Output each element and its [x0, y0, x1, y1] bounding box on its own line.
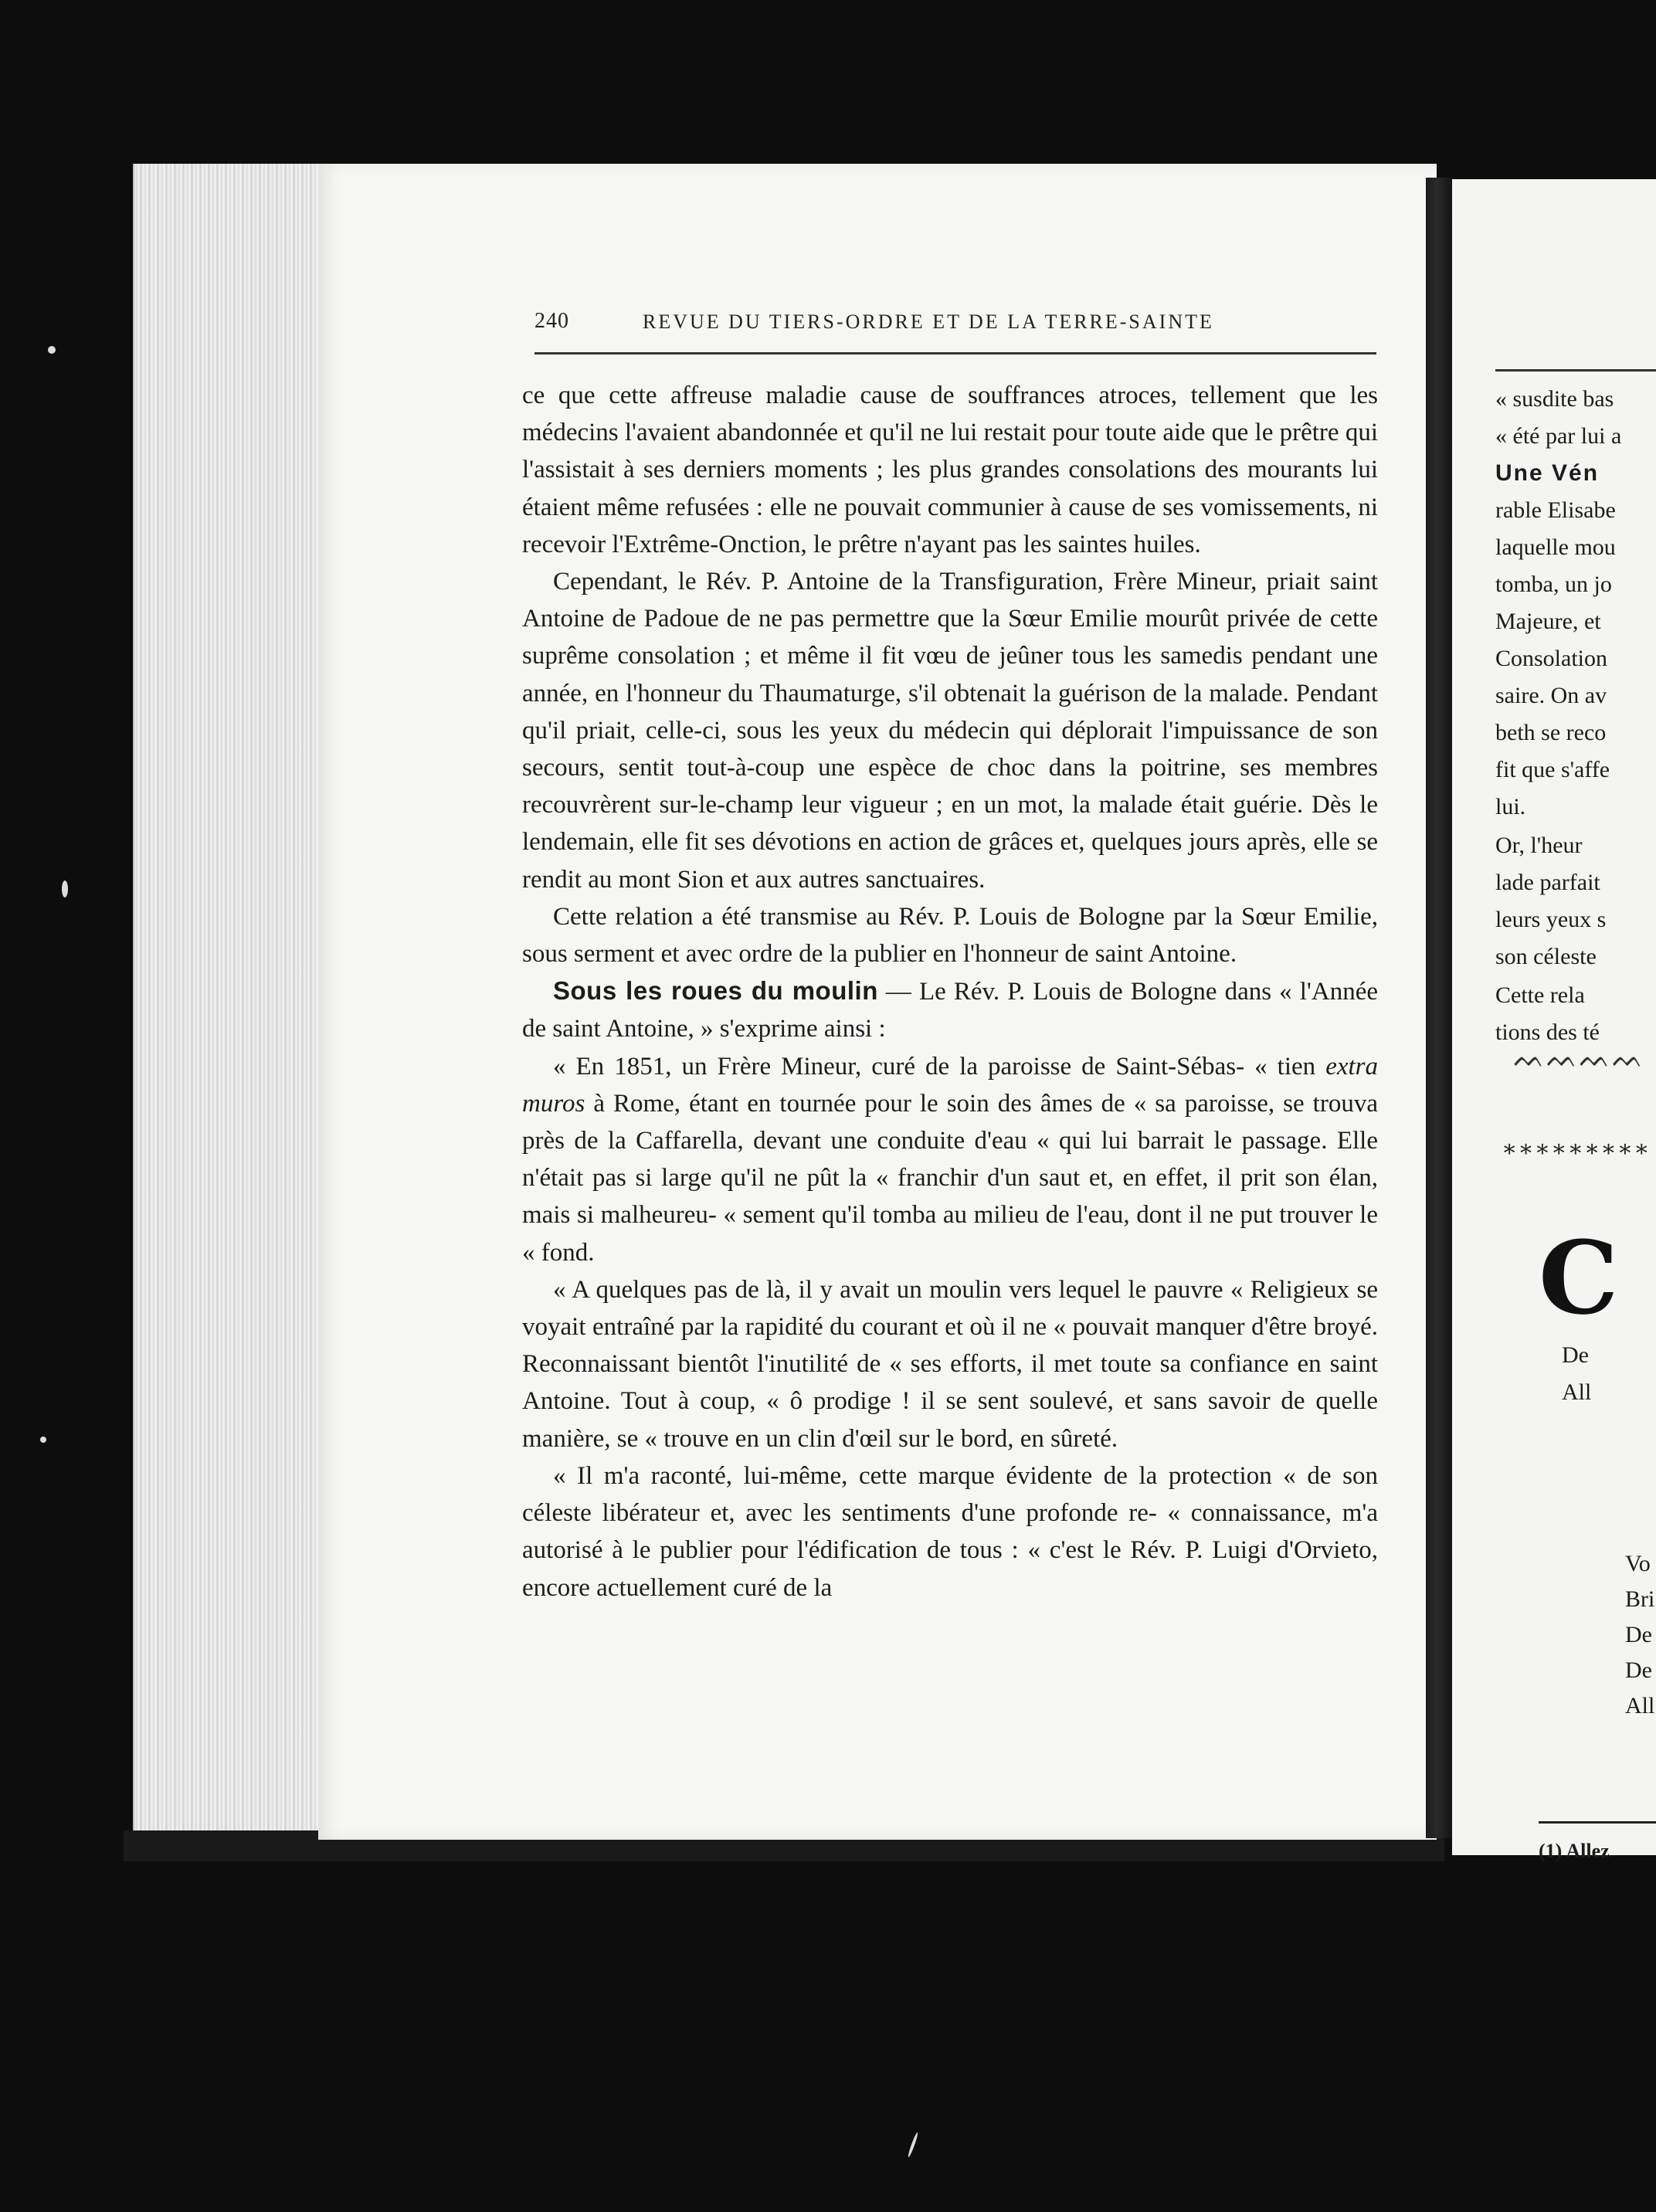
right-line: rable Elisabe: [1495, 497, 1616, 523]
page-stack-edge: [133, 164, 321, 1840]
running-title: REVUE DU TIERS-ORDRE ET DE LA TERRE-SAINTE: [643, 310, 1214, 333]
section-heading: Sous les roues du moulin: [553, 976, 878, 1006]
right-line: Or, l'heur: [1495, 833, 1583, 858]
header-rule: [534, 352, 1376, 355]
right-line: Cette rela: [1495, 982, 1585, 1008]
right-line: leurs yeux s: [1495, 907, 1607, 932]
footnote-rule: [1539, 1821, 1656, 1824]
paragraph-2: Cependant, le Rév. P. Antoine de la Transfiguration, Frère Mineur, priait saint Antoine de Padoue de ne pas permettre que la Sœur Emilie mourût privée de cette suprême consolation ; et même il fit vœu de jeûner tous les samedis pendant une année, en l'honneur du Thaumaturge, s'il obtenait la guérison de la malade. Pendant qu'il priait, celle-ci, sous les yeux du médecin qui déplorait l'impuissance de son secours, sentit tout-à-coup une espèce de choc dans la poitrine, ses membres recouvrèrent sur-le-champ leur vigueur ; en un mot, la malade était guérie. Dès le lendemain, elle fit ses dévotions en action de grâces et, quelques jours après, elle se rendit au mont Sion et aux autres sanctuaires.: [522, 568, 1378, 894]
right-line: « été par lui a: [1495, 423, 1622, 449]
dust-speck: [907, 2132, 918, 2157]
right-line: Consolation: [1495, 646, 1608, 671]
right-line: fit que s'affe: [1495, 757, 1610, 782]
right-line: Vo: [1625, 1551, 1651, 1576]
right-line: Majeure, et: [1495, 609, 1601, 634]
decorative-initial: C: [1539, 1219, 1619, 1337]
right-header-rule: [1495, 369, 1656, 371]
paragraph-5: [522, 1048, 1378, 1271]
footnote: (1) Allez: [1539, 1840, 1610, 1862]
paragraph-5-text-a: « En 1851, un Frère Mineur, curé de la paroisse de Saint-Sébas- « tien: [553, 1052, 1326, 1081]
left-page-text: [522, 377, 1378, 1606]
right-line: De: [1625, 1657, 1652, 1683]
right-line: lui.: [1495, 794, 1526, 819]
star-divider: ∗∗∗∗∗∗∗∗∗: [1502, 1136, 1651, 1162]
dust-speck: [40, 1437, 46, 1443]
right-line: All: [1562, 1379, 1592, 1405]
paragraph-4: [522, 972, 1378, 1047]
right-line: Bri: [1625, 1586, 1655, 1612]
right-line: laquelle mou: [1495, 534, 1616, 560]
right-line: All: [1625, 1693, 1655, 1718]
right-line: tomba, un jo: [1495, 572, 1612, 597]
page-number: 240: [534, 309, 569, 333]
running-header: [534, 309, 1307, 340]
book-gutter: [1426, 178, 1454, 1838]
dust-speck: [48, 346, 56, 354]
right-line: beth se reco: [1495, 720, 1607, 745]
right-line: De: [1625, 1622, 1652, 1647]
right-line: De: [1562, 1342, 1589, 1368]
paragraph-3: Cette relation a été transmise au Rév. P. Louis de Bologne par la Sœur Emilie, sous serment et avec ordre de la publier en l'honneur de saint Antoine.: [522, 902, 1378, 969]
paragraph-1: ce que cette affreuse maladie cause de souffrances atroces, tellement que les médecins l'avaient abandonnée et qu'il ne lui restait pour toute aide que le prêtre qui l'assistait à ses derniers moments ; les plus grandes consolations des mourants lui étaient même refusées : elle ne pouvait communier à cause de ses vomissements, ni recevoir l'Extrême-Onction, le prêtre n'ayant pas les saintes huiles.: [522, 382, 1378, 558]
right-line: lade parfait: [1495, 870, 1600, 895]
italic-phrase: extra muros: [522, 1052, 1378, 1118]
right-line: « susdite bas: [1495, 386, 1614, 412]
paragraph-5-text-b: à Rome, étant en tournée pour le soin des âmes de « sa paroisse, se trouva près de la Caffarella, devant une conduite d'eau « qui lui barrait le passage. Elle n'était pas si large qu'il ne pût la « franchir d'un saut et, en effet, il prit son élan, mais si malheureu- « sement qu'il tomba au milieu de l'eau, dont il ne put trouver le « fond.: [522, 1089, 1378, 1267]
right-heading: [1495, 460, 1656, 487]
paragraph-4-text: — Le Rév. P. Louis de Bologne dans « l'Année de saint Antoine, » s'exprime ainsi :: [522, 978, 1378, 1043]
dust-speck: [62, 880, 68, 897]
right-line: tions des té: [1495, 1019, 1600, 1045]
right-line: saire. On av: [1495, 683, 1607, 708]
ornament-band: ᨓᨓᨓᨓ: [1514, 1044, 1646, 1073]
right-line: son céleste: [1495, 944, 1597, 969]
right-heading-text: Une Vén: [1495, 460, 1600, 486]
paragraph-7: « Il m'a raconté, lui-même, cette marque évidente de la protection « de son céleste libérateur et, avec les sentiments d'une profonde re- « connaissance, m'a autorisé à le publier pour l'édification de tous : « c'est le Rév. P. Luigi d'Orvieto, encore actuellement curé de la: [522, 1461, 1378, 1602]
paragraph-6: « A quelques pas de là, il y avait un moulin vers lequel le pauvre « Religieux se voyait entraîné par la rapidité du courant et où il ne « pouvait manquer d'être broyé. Reconnaissant bientôt l'inutilité de « ses efforts, il met toute sa confiance en saint Antoine. Tout à coup, « ô prodige ! il se sent soulevé, et sans savoir de quelle manière, se « trouve en un clin d'œil sur le bord, en sûreté.: [522, 1275, 1378, 1453]
